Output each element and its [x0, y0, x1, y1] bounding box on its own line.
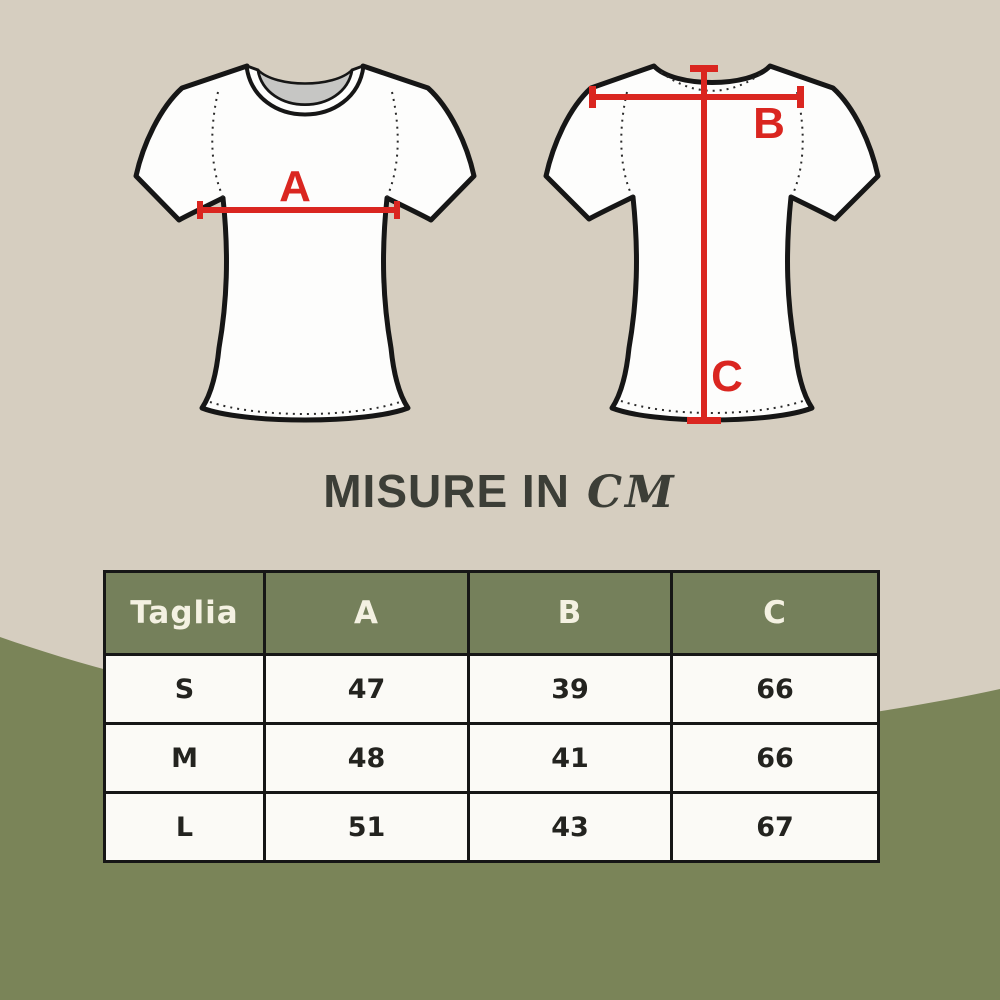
value-cell: 43 — [469, 793, 672, 862]
size-cell: L — [105, 793, 265, 862]
front-shirt-body — [136, 66, 474, 420]
header-taglia: Taglia — [105, 572, 265, 655]
header-b: B — [469, 572, 672, 655]
value-cell: 47 — [265, 655, 469, 724]
table-row-l — [105, 793, 879, 862]
front-shirt-diagram — [128, 50, 480, 434]
page-title — [0, 464, 1000, 518]
measure-label-b: B — [753, 99, 785, 148]
measure-label-c: C — [711, 352, 743, 401]
title-unit: CM — [587, 467, 677, 518]
value-cell: 48 — [265, 724, 469, 793]
header-a: A — [265, 572, 469, 655]
size-table-header-row — [105, 572, 879, 655]
header-c: C — [672, 572, 879, 655]
value-cell: 67 — [672, 793, 879, 862]
value-cell: 41 — [469, 724, 672, 793]
value-cell: 66 — [672, 724, 879, 793]
size-cell: M — [105, 724, 265, 793]
value-cell: 66 — [672, 655, 879, 724]
measure-label-a: A — [279, 162, 311, 211]
table-row-s — [105, 655, 879, 724]
size-table — [103, 570, 880, 863]
value-cell: 39 — [469, 655, 672, 724]
table-row-m — [105, 724, 879, 793]
back-shirt-diagram — [541, 50, 883, 434]
title-text: MISURE IN — [323, 465, 570, 517]
size-cell: S — [105, 655, 265, 724]
value-cell: 51 — [265, 793, 469, 862]
